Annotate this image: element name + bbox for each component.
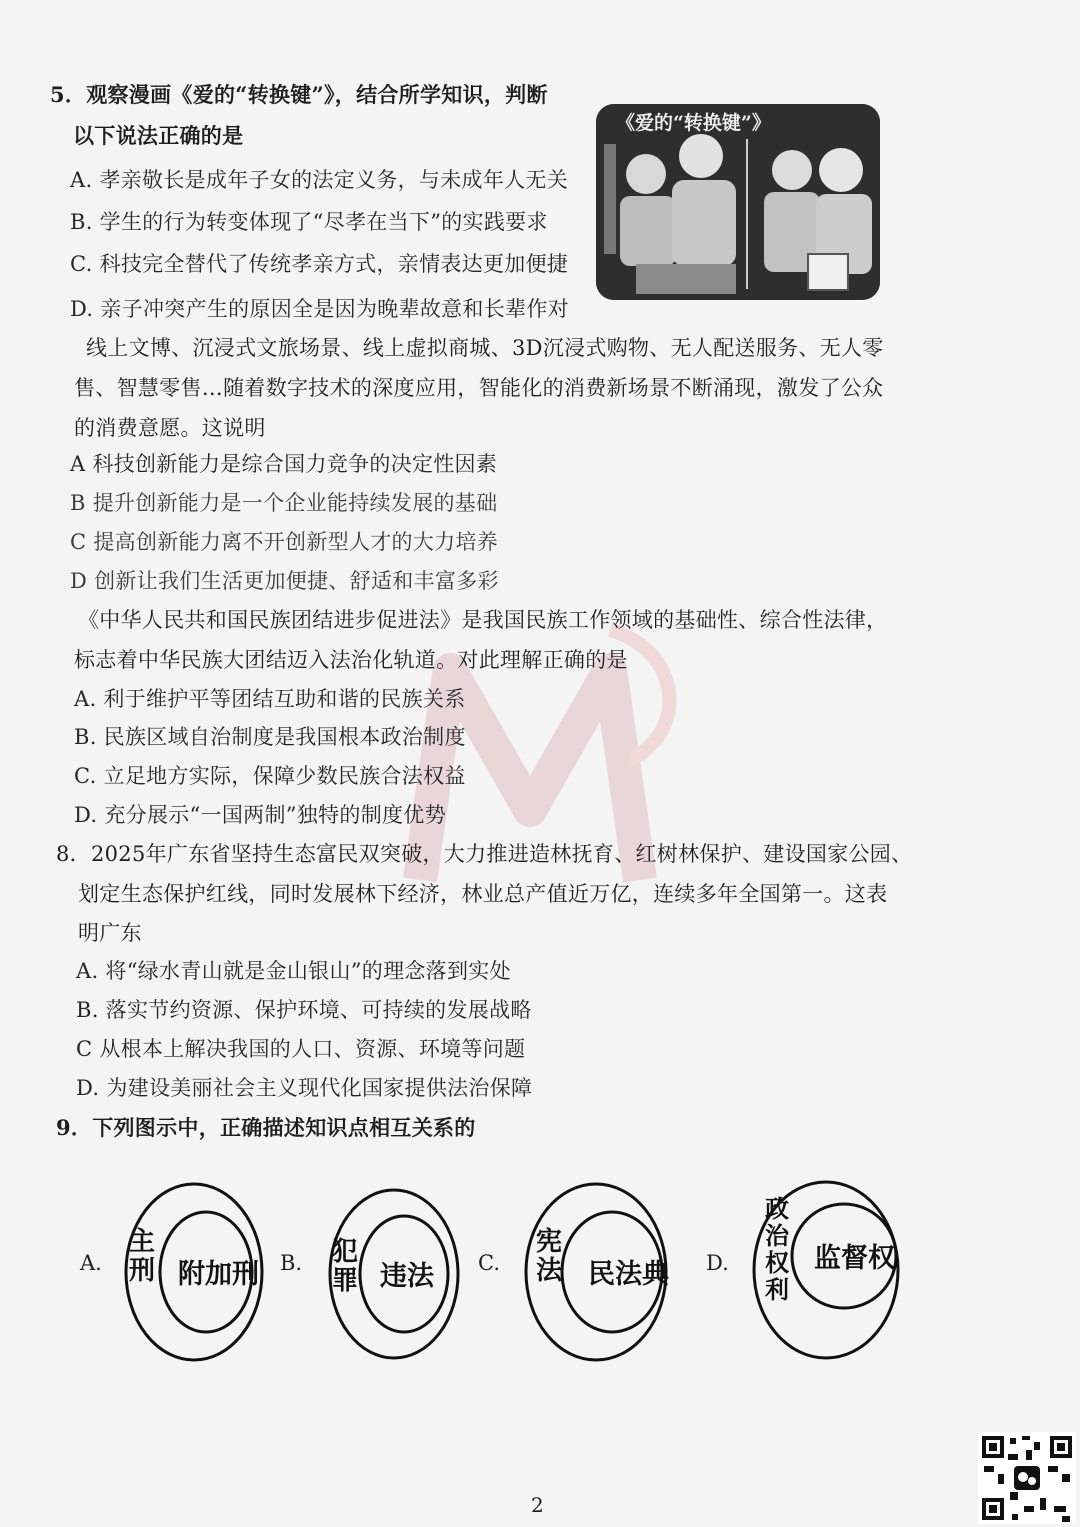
q6-option-d: D 创新让我们生活更加便捷、舒适和丰富多彩 [70,569,499,593]
cartoon-caption: 《爱的“转换键”》 [616,112,771,134]
q5-stem-line1: 5．观察漫画《爱的“转换键”》，结合所学知识，判断 [50,82,548,107]
q5-option-d: D. 亲子冲突产生的原因全是因为晚辈故意和长辈作对 [70,297,569,321]
q8-stem-line1: 8．2025年广东省坚持生态富民双突破，大力推进造林抚育、红树林保护、建设国家公园、 [56,842,913,866]
q7-stem-line1: 《中华人民共和国民族团结进步促进法》是我国民族工作领域的基础性、综合性法律， [78,608,888,632]
q8-option-a: A. 将“绿水青山就是金山银山”的理念落到实处 [76,959,511,983]
cartoon-image [596,104,880,300]
q9-diagram-d-inner: 监督权 [814,1243,895,1274]
page-number: 2 [531,1493,544,1517]
q6-stem-line2: 售、智慧零售…随着数字技术的深度应用，智能化的消费新场景不断涌现，激发了公众 [74,376,884,400]
q8-option-d: D. 为建设美丽社会主义现代化国家提供法治保障 [76,1076,533,1100]
q6-option-b: B 提升创新能力是一个企业能持续发展的基础 [70,491,498,515]
q7-option-d: D. 充分展示“一国两制”独特的制度优势 [74,803,446,827]
q7-option-c: C. 立足地方实际，保障少数民族合法权益 [74,764,466,788]
q5-option-a: A. 孝亲敬长是成年子女的法定义务，与未成年人无关 [70,168,569,192]
q8-option-b: B. 落实节约资源、保护环境、可持续的发展战略 [76,998,532,1022]
q6-stem-line1: 线上文博、沉浸式文旅场景、线上虚拟商城、3D沉浸式购物、无人配送服务、无人零 [86,336,884,360]
q6-stem-line3: 的消费意愿。这说明 [74,416,266,440]
q9-diagram-a-letter: A. [80,1251,102,1275]
q8-stem-line3: 明广东 [78,921,142,945]
q7-option-a: A. 利于维护平等团结互助和谐的民族关系 [74,687,466,711]
q9-diagram-a-inner: 附加刑 [178,1259,259,1290]
q9-diagram-c-inner: 民法典 [588,1259,669,1290]
q6-option-a: A 科技创新能力是综合国力竞争的决定性因素 [70,452,498,476]
q9-diagram-a-outer: 主刑 [128,1227,155,1286]
q6-option-c: C 提高创新能力离不开创新型人才的大力培养 [70,530,499,554]
qr-code-icon [978,1432,1076,1524]
q9-stem: 9．下列图示中，正确描述知识点相互关系的 [56,1115,476,1140]
q8-option-c: C 从根本上解决我国的人口、资源、环境等问题 [76,1037,526,1061]
q5-option-b: B. 学生的行为转变体现了“尽孝在当下”的实践要求 [70,210,548,234]
q8-stem-line2: 划定生态保护红线，同时发展林下经济，林业总产值近万亿，连续多年全国第一。这表 [78,882,888,906]
q5-option-c: C. 科技完全替代了传统孝亲方式，亲情表达更加便捷 [70,252,569,276]
q7-option-b: B. 民族区域自治制度是我国根本政治制度 [74,725,466,749]
q9-diagram-c-outer: 宪法 [535,1227,562,1286]
q9-diagram-d-letter: D. [706,1251,729,1275]
q9-diagram-b-inner: 违法 [380,1261,434,1292]
q9-diagram-d-outer: 政治权利 [765,1195,789,1304]
q9-diagram-c-letter: C. [478,1251,500,1275]
q9-diagram-b-letter: B. [280,1251,303,1275]
q5-stem-line2: 以下说法正确的是 [73,123,244,148]
q7-stem-line2: 标志着中华民族大团结迈入法治化轨道。对此理解正确的是 [74,648,628,672]
q9-diagram-b-outer: 犯罪 [331,1237,358,1296]
